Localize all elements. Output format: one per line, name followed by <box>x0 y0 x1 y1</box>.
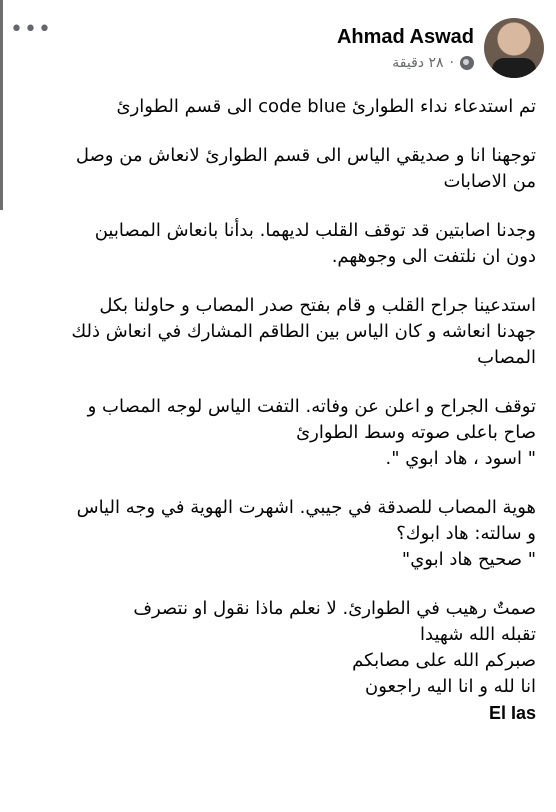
post-time[interactable]: ٢٨ دقيقة <box>392 55 444 71</box>
post-paragraph-7: صمتٌ رهيب في الطوارئ. لا نعلم ماذا نقول او نتصرف تقبله الله شهيدا صبركم الله على مصابكم انا لله و انا اليه راجعون <box>133 598 536 697</box>
post-paragraph-5: توقف الجراح و اعلن عن وفاته. التفت الياس لوجه المصاب و صاح باعلى صوته وسط الطوارئ " اسود ، هاد ابوي ". <box>87 396 536 469</box>
avatar-shirt <box>492 58 536 78</box>
post-paragraph-6: هوية المصاب للصدقة في جيبي. اشهرت الهوية في وجه الياس و سالته: هاد ابوك؟ " صحيح هاد ابوي" <box>76 497 536 570</box>
post-paragraph-1: تم استدعاء نداء الطوارئ code blue الى قسم الطوارئ <box>116 96 536 117</box>
author-name[interactable]: Ahmad Aswad <box>336 26 474 48</box>
post-paragraph-3: وجدنا اصابتين قد توقف القلب لديهما. بدأنا بانعاش المصابين دون ان نلتفت الى وجوههم. <box>94 220 536 267</box>
meta-separator: · <box>449 55 454 71</box>
post-body <box>14 94 536 726</box>
globe-icon[interactable] <box>460 56 474 70</box>
post-signature: El Ias <box>488 703 536 723</box>
post-meta <box>392 55 474 71</box>
more-options-icon[interactable]: ••• <box>10 17 52 42</box>
post-paragraph-2: توجهنا انا و صديقي الياس الى قسم الطوارئ لانعاش من وصل من الاصابات <box>75 145 536 192</box>
left-border <box>0 0 3 210</box>
post-paragraph-4: استدعينا جراح القلب و قام بفتح صدر المصاب و حاولنا بكل جهدنا انعاشه و كان الياس بين الطاقم المشارك في انعاش ذلك المصاب <box>71 295 536 368</box>
avatar[interactable] <box>484 18 544 78</box>
